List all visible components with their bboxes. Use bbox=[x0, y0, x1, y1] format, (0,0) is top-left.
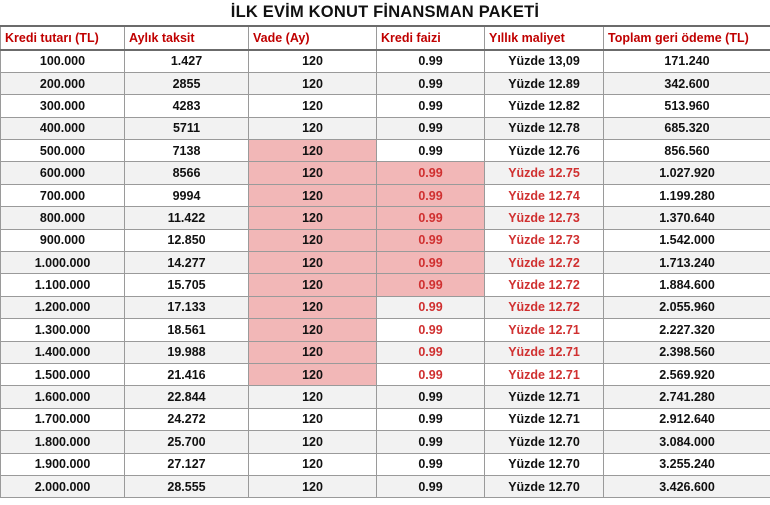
cell-toplam-geri-odeme: 2.055.960 bbox=[604, 296, 770, 318]
cell-aylik-taksit: 2855 bbox=[125, 72, 249, 94]
cell-yillik-maliyet: Yüzde 12.72 bbox=[485, 296, 604, 318]
cell-aylik-taksit: 14.277 bbox=[125, 252, 249, 274]
cell-aylik-taksit: 5711 bbox=[125, 117, 249, 139]
cell-kredi-faizi: 0.99 bbox=[377, 72, 485, 94]
cell-aylik-taksit: 24.272 bbox=[125, 408, 249, 430]
column-header-toplam-geri-odeme: Toplam geri ödeme (TL) bbox=[604, 26, 770, 50]
cell-kredi-tutari: 200.000 bbox=[1, 72, 125, 94]
cell-kredi-tutari: 100.000 bbox=[1, 50, 125, 72]
cell-yillik-maliyet: Yüzde 12.73 bbox=[485, 229, 604, 251]
cell-vade: 120 bbox=[249, 207, 377, 229]
cell-kredi-faizi: 0.99 bbox=[377, 252, 485, 274]
cell-vade: 120 bbox=[249, 117, 377, 139]
table-header bbox=[1, 26, 770, 50]
cell-vade: 120 bbox=[249, 50, 377, 72]
table-row bbox=[1, 431, 770, 453]
cell-aylik-taksit: 1.427 bbox=[125, 50, 249, 72]
cell-aylik-taksit: 12.850 bbox=[125, 229, 249, 251]
cell-toplam-geri-odeme: 2.912.640 bbox=[604, 408, 770, 430]
cell-toplam-geri-odeme: 2.741.280 bbox=[604, 386, 770, 408]
cell-kredi-tutari: 1.600.000 bbox=[1, 386, 125, 408]
cell-kredi-faizi: 0.99 bbox=[377, 453, 485, 475]
cell-vade: 120 bbox=[249, 184, 377, 206]
cell-vade: 120 bbox=[249, 386, 377, 408]
cell-kredi-faizi: 0.99 bbox=[377, 341, 485, 363]
table-row bbox=[1, 475, 770, 497]
cell-aylik-taksit: 8566 bbox=[125, 162, 249, 184]
cell-yillik-maliyet: Yüzde 12.78 bbox=[485, 117, 604, 139]
cell-kredi-tutari: 600.000 bbox=[1, 162, 125, 184]
table-row bbox=[1, 363, 770, 385]
cell-kredi-tutari: 900.000 bbox=[1, 229, 125, 251]
cell-yillik-maliyet: Yüzde 12.72 bbox=[485, 252, 604, 274]
table-row bbox=[1, 386, 770, 408]
cell-toplam-geri-odeme: 1.370.640 bbox=[604, 207, 770, 229]
cell-aylik-taksit: 22.844 bbox=[125, 386, 249, 408]
cell-aylik-taksit: 4283 bbox=[125, 95, 249, 117]
cell-kredi-faizi: 0.99 bbox=[377, 296, 485, 318]
cell-kredi-faizi: 0.99 bbox=[377, 363, 485, 385]
cell-toplam-geri-odeme: 2.398.560 bbox=[604, 341, 770, 363]
cell-kredi-faizi: 0.99 bbox=[377, 431, 485, 453]
cell-kredi-tutari: 700.000 bbox=[1, 184, 125, 206]
cell-vade: 120 bbox=[249, 431, 377, 453]
cell-aylik-taksit: 17.133 bbox=[125, 296, 249, 318]
cell-toplam-geri-odeme: 1.713.240 bbox=[604, 252, 770, 274]
column-header-vade: Vade (Ay) bbox=[249, 26, 377, 50]
cell-toplam-geri-odeme: 3.084.000 bbox=[604, 431, 770, 453]
cell-kredi-tutari: 800.000 bbox=[1, 207, 125, 229]
table-row bbox=[1, 252, 770, 274]
cell-yillik-maliyet: Yüzde 12.71 bbox=[485, 341, 604, 363]
cell-toplam-geri-odeme: 171.240 bbox=[604, 50, 770, 72]
cell-aylik-taksit: 15.705 bbox=[125, 274, 249, 296]
table-row bbox=[1, 274, 770, 296]
cell-aylik-taksit: 28.555 bbox=[125, 475, 249, 497]
cell-aylik-taksit: 11.422 bbox=[125, 207, 249, 229]
cell-kredi-tutari: 1.500.000 bbox=[1, 363, 125, 385]
cell-yillik-maliyet: Yüzde 12.71 bbox=[485, 408, 604, 430]
cell-toplam-geri-odeme: 3.255.240 bbox=[604, 453, 770, 475]
column-header-kredi-tutari: Kredi tutarı (TL) bbox=[1, 26, 125, 50]
column-header-yillik-maliyet: Yıllık maliyet bbox=[485, 26, 604, 50]
table-row bbox=[1, 184, 770, 206]
cell-toplam-geri-odeme: 513.960 bbox=[604, 95, 770, 117]
table-row bbox=[1, 117, 770, 139]
cell-kredi-tutari: 1.300.000 bbox=[1, 319, 125, 341]
table-row bbox=[1, 95, 770, 117]
cell-toplam-geri-odeme: 1.027.920 bbox=[604, 162, 770, 184]
cell-toplam-geri-odeme: 1.542.000 bbox=[604, 229, 770, 251]
cell-yillik-maliyet: Yüzde 12.71 bbox=[485, 386, 604, 408]
cell-yillik-maliyet: Yüzde 12.89 bbox=[485, 72, 604, 94]
cell-vade: 120 bbox=[249, 341, 377, 363]
column-header-aylik-taksit: Aylık taksit bbox=[125, 26, 249, 50]
cell-aylik-taksit: 19.988 bbox=[125, 341, 249, 363]
cell-kredi-tutari: 1.200.000 bbox=[1, 296, 125, 318]
cell-aylik-taksit: 21.416 bbox=[125, 363, 249, 385]
cell-yillik-maliyet: Yüzde 12.71 bbox=[485, 319, 604, 341]
table-row bbox=[1, 207, 770, 229]
cell-kredi-tutari: 500.000 bbox=[1, 140, 125, 162]
cell-vade: 120 bbox=[249, 319, 377, 341]
cell-kredi-faizi: 0.99 bbox=[377, 117, 485, 139]
column-header-kredi-faizi: Kredi faizi bbox=[377, 26, 485, 50]
cell-kredi-faizi: 0.99 bbox=[377, 50, 485, 72]
cell-vade: 120 bbox=[249, 162, 377, 184]
cell-aylik-taksit: 7138 bbox=[125, 140, 249, 162]
cell-toplam-geri-odeme: 2.569.920 bbox=[604, 363, 770, 385]
cell-yillik-maliyet: Yüzde 12.70 bbox=[485, 453, 604, 475]
cell-yillik-maliyet: Yüzde 12.72 bbox=[485, 274, 604, 296]
cell-kredi-faizi: 0.99 bbox=[377, 475, 485, 497]
cell-vade: 120 bbox=[249, 252, 377, 274]
cell-toplam-geri-odeme: 856.560 bbox=[604, 140, 770, 162]
cell-toplam-geri-odeme: 342.600 bbox=[604, 72, 770, 94]
cell-vade: 120 bbox=[249, 72, 377, 94]
cell-vade: 120 bbox=[249, 475, 377, 497]
table-row bbox=[1, 229, 770, 251]
cell-kredi-faizi: 0.99 bbox=[377, 274, 485, 296]
finance-table bbox=[0, 25, 770, 498]
cell-toplam-geri-odeme: 1.884.600 bbox=[604, 274, 770, 296]
cell-vade: 120 bbox=[249, 274, 377, 296]
cell-aylik-taksit: 25.700 bbox=[125, 431, 249, 453]
table-row bbox=[1, 453, 770, 475]
cell-yillik-maliyet: Yüzde 12.75 bbox=[485, 162, 604, 184]
table-row bbox=[1, 408, 770, 430]
cell-kredi-tutari: 1.400.000 bbox=[1, 341, 125, 363]
cell-yillik-maliyet: Yüzde 12.70 bbox=[485, 431, 604, 453]
cell-toplam-geri-odeme: 1.199.280 bbox=[604, 184, 770, 206]
cell-toplam-geri-odeme: 685.320 bbox=[604, 117, 770, 139]
cell-kredi-faizi: 0.99 bbox=[377, 408, 485, 430]
cell-toplam-geri-odeme: 3.426.600 bbox=[604, 475, 770, 497]
cell-kredi-tutari: 1.100.000 bbox=[1, 274, 125, 296]
table-body bbox=[1, 50, 770, 498]
cell-vade: 120 bbox=[249, 140, 377, 162]
cell-kredi-tutari: 1.000.000 bbox=[1, 252, 125, 274]
cell-kredi-faizi: 0.99 bbox=[377, 386, 485, 408]
table-row bbox=[1, 296, 770, 318]
cell-kredi-faizi: 0.99 bbox=[377, 162, 485, 184]
cell-kredi-faizi: 0.99 bbox=[377, 95, 485, 117]
cell-aylik-taksit: 18.561 bbox=[125, 319, 249, 341]
cell-vade: 120 bbox=[249, 408, 377, 430]
cell-yillik-maliyet: Yüzde 12.70 bbox=[485, 475, 604, 497]
cell-vade: 120 bbox=[249, 363, 377, 385]
cell-kredi-faizi: 0.99 bbox=[377, 184, 485, 206]
cell-kredi-tutari: 1.700.000 bbox=[1, 408, 125, 430]
cell-yillik-maliyet: Yüzde 12.73 bbox=[485, 207, 604, 229]
table-row bbox=[1, 72, 770, 94]
table-row bbox=[1, 50, 770, 72]
cell-aylik-taksit: 27.127 bbox=[125, 453, 249, 475]
cell-yillik-maliyet: Yüzde 12.76 bbox=[485, 140, 604, 162]
table-row bbox=[1, 341, 770, 363]
cell-toplam-geri-odeme: 2.227.320 bbox=[604, 319, 770, 341]
cell-vade: 120 bbox=[249, 95, 377, 117]
cell-kredi-faizi: 0.99 bbox=[377, 207, 485, 229]
table-header-row bbox=[1, 26, 770, 50]
cell-kredi-tutari: 1.800.000 bbox=[1, 431, 125, 453]
cell-kredi-tutari: 300.000 bbox=[1, 95, 125, 117]
table-row bbox=[1, 140, 770, 162]
cell-yillik-maliyet: Yüzde 12.82 bbox=[485, 95, 604, 117]
cell-kredi-tutari: 1.900.000 bbox=[1, 453, 125, 475]
cell-vade: 120 bbox=[249, 296, 377, 318]
cell-kredi-faizi: 0.99 bbox=[377, 319, 485, 341]
cell-kredi-tutari: 400.000 bbox=[1, 117, 125, 139]
table-row bbox=[1, 319, 770, 341]
cell-kredi-faizi: 0.99 bbox=[377, 229, 485, 251]
cell-vade: 120 bbox=[249, 453, 377, 475]
cell-yillik-maliyet: Yüzde 12.74 bbox=[485, 184, 604, 206]
cell-aylik-taksit: 9994 bbox=[125, 184, 249, 206]
table-row bbox=[1, 162, 770, 184]
page-title: İLK EVİM KONUT FİNANSMAN PAKETİ bbox=[230, 3, 540, 21]
cell-vade: 120 bbox=[249, 229, 377, 251]
cell-kredi-tutari: 2.000.000 bbox=[1, 475, 125, 497]
cell-yillik-maliyet: Yüzde 13,09 bbox=[485, 50, 604, 72]
cell-yillik-maliyet: Yüzde 12.71 bbox=[485, 363, 604, 385]
cell-kredi-faizi: 0.99 bbox=[377, 140, 485, 162]
